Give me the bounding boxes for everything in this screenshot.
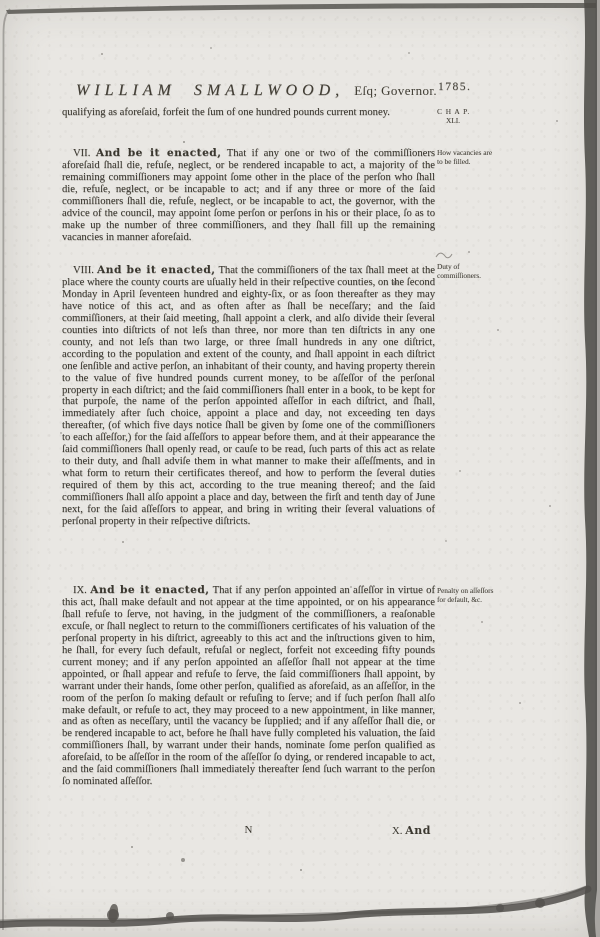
scan-speckles [0,0,2,2]
chapter-number: XLI. [446,115,460,125]
catchword-word: And [405,824,431,837]
section-vii-paragraph [62,148,435,244]
section-text: That if any one or two of the commiſſioners aforeſaid ſhall die, refuſe, neglect, or be rendered incapable to act, a majority of the remaining commiſſioners may appoint ſome other in the place of the perſon who ſhall die, refuſe, neglect, or be incapable to act; and if any three or more of the ſaid commiſſioners ſhall die, refuſe, neglect, or be incapable to act, the governor, with the advice of the council, may appoint ſome perſon or perſons in his or their place, ſo as to make up the number of three commiſſioners, and they ſhall fill up the remaining vacancies in manner aforeſaid. [62,148,435,243]
section-number: VII. [73,148,91,159]
governor-suffix: Eſq; Governor. [354,83,438,98]
margin-note-chapter [437,108,495,126]
section-text: That the commiſſioners of the tax ſhall meet at the place where the county courts are uſually held in their reſpective counties, on the ſecond Monday in April ſeventeen hundred and eighty-ſix, or as ſoon thereafter as they may have notice of this act, and as often after as ſhall be neceſſary; and the ſaid commiſſioners, at their ſaid meeting, ſhall appoint a clerk, and alſo divide their ſeveral counties into diſtricts of not leſs than three, nor more than ten diſtricts in any one county, and not leſs than two large, or three ſmall hundreds in any one diſtrict, according to the population and extent of the county, and ſhall appoint in each diſtrict one ſenſible and active perſon, an inhabitant of their county, and having property therein to the value of five hundred pounds current money, to be aſſeſſor of the perſonal property in each diſtrict; and the ſaid commiſſioners ſhall enter in a book, to be kept for that purpoſe, the name of the perſon appointed aſſeſſor in each diſtrict, and ſhall, immediately after ſuch choice, appoint a place and day, not exceeding ten days thereafter, (of which five days notice ſhall be given by ſome one of the commiſſioners to each aſſeſſor,) for the ſaid aſſeſſors to appear before them, and at their appearance the ſaid commiſſioners ſhall openly read, or cauſe to be read, ſuch parts of this act as relate to their duty, and ſhall adviſe them in what manner to make their aſſeſſments, and in what form to return their certificates thereof, and how to perform the ſeveral duties required of them by this act, according to the true meaning thereof; and the ſaid commiſſioners ſhall alſo appoint a place and day, between the firſt and tenth day of June next, for the ſaid aſſeſſors to appear, and bring in writing their ſeveral valuations of perſonal property in their reſpective diſtricts. [62,265,435,528]
enacting-formula: And be it enacted, [90,584,210,596]
enacting-formula: And be it enacted, [95,147,222,159]
section-number: IX. [73,585,87,596]
margin-note-duty: Duty of commiſſioners. [437,262,481,280]
page-header [62,82,447,100]
page-footer [62,824,435,839]
enacting-formula: And be it enacted, [97,264,216,276]
margin-note-vacancies: How vacancies are to be filled. [437,148,493,166]
section-text: That if any perſon appointed an aſſeſſor in virtue of this act, ſhall make default and not appear at the time appointed, or on his appearance ſhall refuſe to ſerve, not having, in the judgment of the commiſſioners, a reaſonable excuſe, or ſhall neglect to return to the commiſſioners certificates of his valuation of the perſonal property in his diſtrict, agreeably to this act and the inſtructions given to him, he ſhall, for every ſuch default, refuſal or neglect, forfeit not exceeding fifty pounds current money; and if any perſon appointed an aſſeſſor ſhall not appear at the time appointed, or ſhall appear and refuſe to ſerve, the ſaid commiſſioners ſhall appoint, by warrant under their hands, ſome other perſon, qualified as aforeſaid, as an aſſeſſor, in the room of the perſon ſo making default or refuſing to ſerve; and if ſuch perſon ſhall alſo make default, or refuſe to act, they may proceed to a new appointment, in like manner, and as often as neceſſary, until the vacancy be ſupplied; and if any aſſeſſor ſhall die, or be rendered incapable to act, before he ſhall have fully completed his valuation, the ſaid commiſſioners ſhall, by warrant under their hands, nominate ſome perſon qualified as aforeſaid, to be aſſeſſor in the room of the aſſeſſor ſo dying, or rendered incapable to act, and the ſaid commiſſioners ſhall immediately thereafter ſend ſuch warrant to the perſon ſo nominated aſſeſſor. [62,585,435,788]
section-ix-paragraph [62,585,435,788]
governor-name: WILLIAM SMALLWOOD, [76,82,345,99]
chapter-label: C H A P. [437,107,471,116]
signature-mark: N [244,824,253,836]
section-viii-paragraph [62,265,435,528]
margin-note-penalty: Penalty on aſſeſſors for default, &c. [437,586,494,604]
catchword [392,824,431,837]
continuation-paragraph: qualifying as aforeſaid, forfeit the ſum of one hundred pounds current money. [62,107,390,118]
page-year: 1785. [438,81,472,93]
section-number: VIII. [73,265,94,276]
catchword-number: X. [391,825,403,837]
scan-smudge [108,904,119,924]
